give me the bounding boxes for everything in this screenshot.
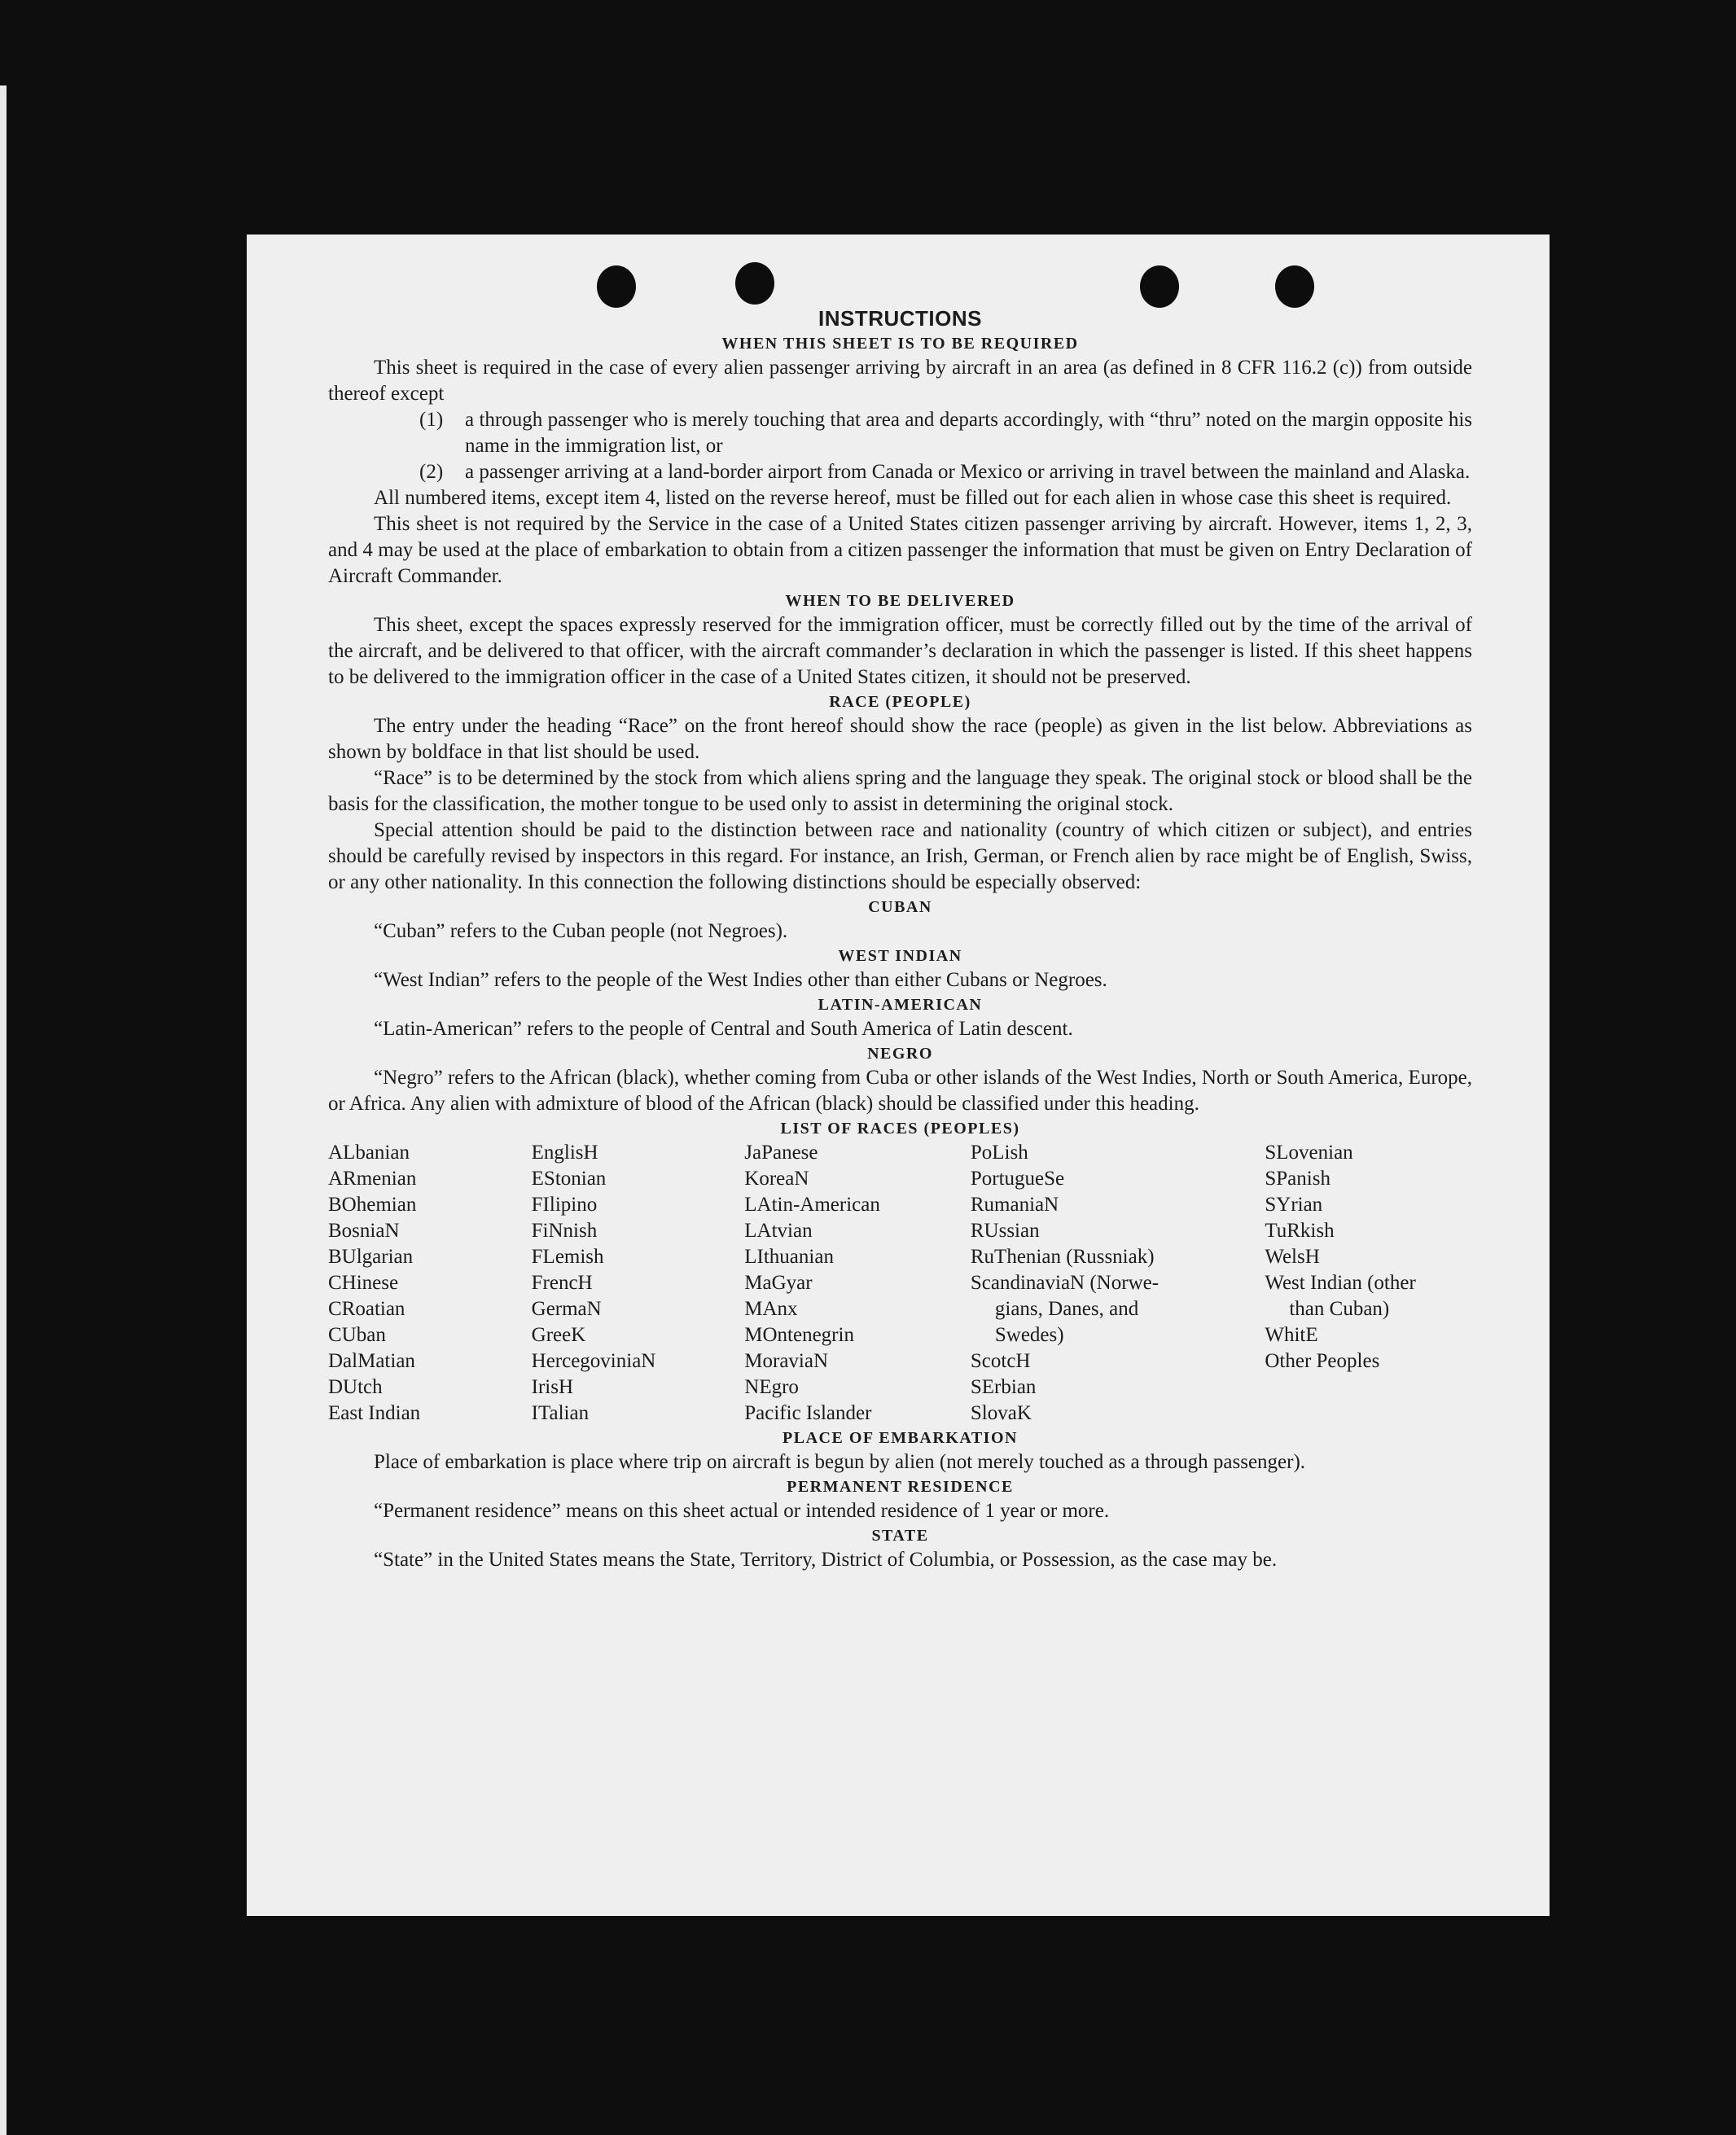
race-entry: WhitE — [1265, 1324, 1318, 1346]
race-entry: EnglisH — [531, 1142, 598, 1164]
race-entry: SErbian — [970, 1376, 1037, 1398]
section-heading-embarkation: PLACE OF EMBARKATION — [783, 1429, 1018, 1447]
races-column-5 — [1265, 1140, 1472, 1427]
section-heading-residence: PERMANENT RESIDENCE — [787, 1478, 1014, 1496]
race-entry: MOntenegrin — [744, 1324, 854, 1346]
race-entry: FIlipino — [531, 1194, 598, 1216]
section-heading-negro: NEGRO — [867, 1045, 933, 1063]
race-entry: BosniaN — [328, 1220, 400, 1242]
citizen-paragraph: This sheet is not required by the Service in the case of a United States citizen passenger arriving by aircraft. However, items 1, 2, 3, and 4 may be used at the place of embarkation to obtain from a citizen passenger the information that must be given on Entry Declaration of Aircraft Commander. — [328, 513, 1472, 587]
race-entry: RUssian — [970, 1220, 1040, 1242]
races-column-4 — [971, 1140, 1265, 1427]
race-entry: PoLish — [970, 1142, 1028, 1164]
section-heading-when-delivered: WHEN TO BE DELIVERED — [785, 592, 1015, 610]
race-entry: EStonian — [531, 1168, 607, 1190]
race-entry: CUban — [328, 1324, 386, 1346]
race-paragraph-3: Special attention should be paid to the distinction between race and nationality (country of which citizen or subject), and entries should be carefully revised by inspectors in this regard. For instance, an Irish, German, or French alien by race might be of English, Swiss, or any other nationality. In this connection the following distinctions should be especially observed: — [328, 819, 1472, 893]
exception-item — [419, 459, 1472, 485]
section-heading-cuban: CUBAN — [868, 898, 932, 916]
races-column-1 — [328, 1140, 532, 1427]
punch-hole — [597, 265, 636, 308]
race-entry: SlovaK — [970, 1402, 1032, 1424]
race-entry: CRoatian — [328, 1298, 406, 1320]
race-entry: ALbanian — [328, 1142, 410, 1164]
races-list — [328, 1140, 1472, 1427]
film-edge-strip — [0, 85, 7, 2135]
race-entry: ScotcH — [970, 1350, 1031, 1372]
punch-hole — [1275, 265, 1314, 308]
race-entry: BOhemian — [328, 1194, 417, 1216]
race-entry: MaGyar — [744, 1272, 813, 1294]
punch-hole — [735, 262, 774, 305]
race-entry: RuThenian (Russniak) — [970, 1246, 1155, 1268]
race-paragraph-2: “Race” is to be determined by the stock from which aliens spring and the language they speak. The original stock or blood shall be the basis for the classification, the mother tongue to be used only to assist in determining the original stock. — [328, 767, 1472, 815]
race-entry: NEgro — [744, 1376, 799, 1398]
race-entry: GermaN — [531, 1298, 602, 1320]
race-entry: DalMatian — [328, 1350, 415, 1372]
race-entry: ITalian — [531, 1402, 590, 1424]
exception-item — [419, 407, 1472, 459]
race-entry: DUtch — [328, 1376, 383, 1398]
residence-paragraph: “Permanent residence” means on this sheet actual or intended residence of 1 year or more. — [374, 1500, 1110, 1522]
race-entry: FrencH — [531, 1272, 593, 1294]
race-entry: RumaniaN — [970, 1194, 1059, 1216]
punch-hole — [1140, 265, 1179, 308]
race-entry: FiNnish — [531, 1220, 598, 1242]
race-entry: LAtvian — [744, 1220, 813, 1242]
race-entry-continuation: gians, Danes, and — [994, 1298, 1139, 1320]
race-entry: TuRkish — [1265, 1220, 1335, 1242]
races-column-3 — [744, 1140, 971, 1427]
section-heading-state: STATE — [871, 1527, 929, 1545]
race-entry-continuation: than Cuban) — [1289, 1298, 1390, 1320]
exception-text: a passenger arriving at a land-border airport from Canada or Mexico or arriving in travel between the mainland and Alaska. — [465, 461, 1471, 483]
race-entry-continuation: Swedes) — [994, 1324, 1064, 1346]
section-heading-latin-american: LATIN-AMERICAN — [818, 996, 983, 1014]
exception-number: (2) — [419, 461, 444, 483]
race-entry: ScandinaviaN (Norwe- — [970, 1272, 1160, 1294]
race-entry: GreeK — [531, 1324, 586, 1346]
race-entry: MAnx — [744, 1298, 798, 1320]
races-column-2 — [532, 1140, 745, 1427]
embarkation-paragraph: Place of embarkation is place where trip on aircraft is begun by alien (not merely touched as a through passenger). — [374, 1451, 1306, 1473]
exception-text: a through passenger who is merely touching that area and departs accordingly, with “thru” noted on the margin opposite his name in the immigration list, or — [465, 409, 1472, 457]
race-entry: KoreaN — [744, 1168, 809, 1190]
latin-american-paragraph: “Latin-American” refers to the people of Central and South America of Latin descent. — [374, 1018, 1073, 1040]
negro-paragraph: “Negro” refers to the African (black), whether coming from Cuba or other islands of the West Indies, North or South America, Europe, or Africa. Any alien with admixture of blood of the African (black) should be classified under this heading. — [328, 1067, 1472, 1115]
section-heading-west-indian: WEST INDIAN — [838, 947, 962, 965]
when-delivered-paragraph: This sheet, except the spaces expressly reserved for the immigration officer, must be correctly filled out by the time of the arrival of the aircraft, and be delivered to that officer, with the aircraft commander’s declaration in which the passenger is listed. If this sheet happens to be delivered to the immigration officer in the case of a United States citizen, it should not be preserved. — [328, 614, 1472, 688]
race-entry: ARmenian — [328, 1168, 417, 1190]
section-heading-list-of-races: LIST OF RACES (PEOPLES) — [780, 1120, 1020, 1138]
race-entry: HercegoviniaN — [531, 1350, 656, 1372]
exception-number: (1) — [419, 409, 444, 431]
race-entry: East Indian — [328, 1402, 421, 1424]
race-entry: SYrian — [1265, 1194, 1323, 1216]
state-paragraph: “State” in the United States means the State, Territory, District of Columbia, or Possession, as the case may be. — [374, 1549, 1278, 1571]
cuban-paragraph: “Cuban” refers to the Cuban people (not Negroes). — [374, 920, 788, 942]
race-entry: FLemish — [531, 1246, 604, 1268]
instruction-sheet — [247, 235, 1550, 1916]
numbered-items-paragraph: All numbered items, except item 4, listed on the reverse hereof, must be filled out for each alien in whose case this sheet is required. — [374, 487, 1452, 509]
race-entry: SLovenian — [1265, 1142, 1353, 1164]
race-entry: WelsH — [1265, 1246, 1320, 1268]
west-indian-paragraph: “West Indian” refers to the people of the West Indies other than either Cubans or Negroes. — [374, 969, 1107, 991]
race-entry: LIthuanian — [744, 1246, 834, 1268]
race-entry: Other Peoples — [1265, 1350, 1380, 1372]
race-paragraph-1: The entry under the heading “Race” on the front hereof should show the race (people) as given in the list below. Abbreviations as shown by boldface in that list should be used. — [328, 715, 1472, 763]
race-entry: PortugueSe — [970, 1168, 1065, 1190]
race-entry: SPanish — [1265, 1168, 1330, 1190]
race-entry: West Indian (other — [1265, 1272, 1416, 1294]
race-entry: MoraviaN — [744, 1350, 829, 1372]
race-entry: BUlgarian — [328, 1246, 414, 1268]
race-entry: CHinese — [328, 1272, 399, 1294]
section-heading-race: RACE (PEOPLE) — [829, 693, 971, 711]
page-title: INSTRUCTIONS — [818, 306, 982, 331]
race-entry: JaPanese — [744, 1142, 818, 1164]
race-entry: IrisH — [531, 1376, 574, 1398]
race-entry: LAtin-American — [744, 1194, 880, 1216]
section-heading-when-required: WHEN THIS SHEET IS TO BE REQUIRED — [721, 335, 1079, 353]
race-entry: Pacific Islander — [744, 1402, 872, 1424]
when-required-intro: This sheet is required in the case of every alien passenger arriving by aircraft in an area (as defined in 8 CFR 116.2 (c)) from outside thereof except — [328, 357, 1472, 405]
